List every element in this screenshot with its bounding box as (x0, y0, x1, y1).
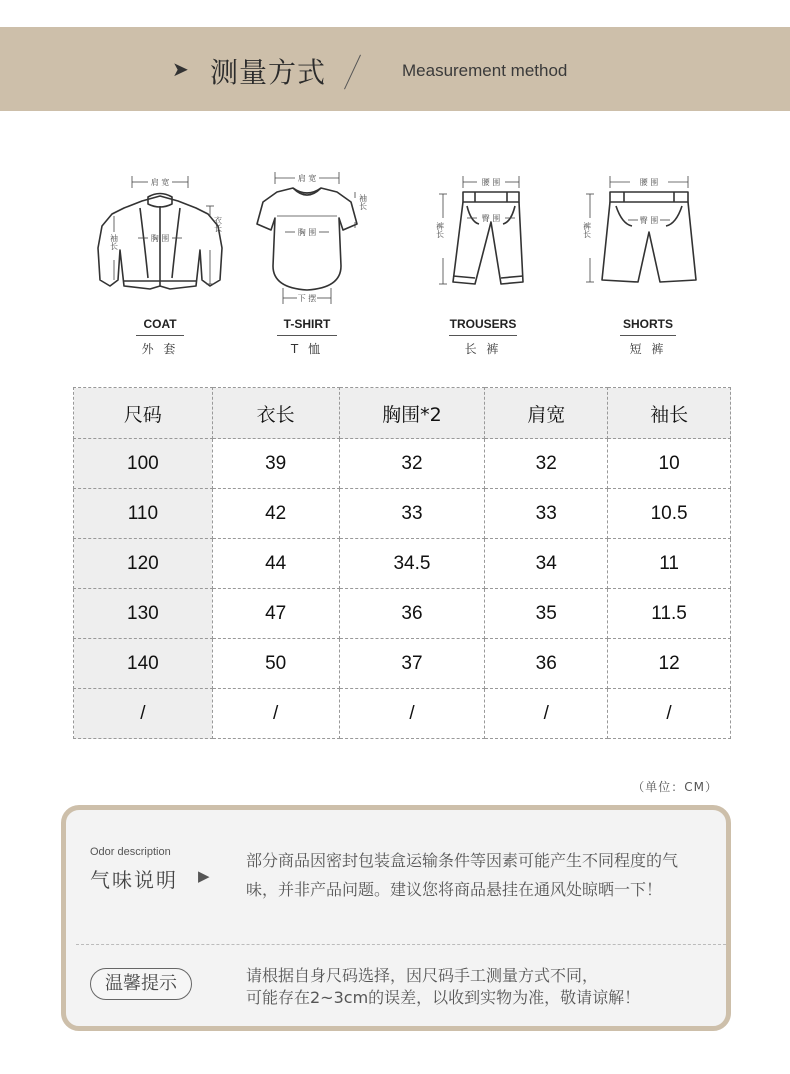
table-cell: 32 (339, 439, 485, 489)
table-row (74, 589, 731, 639)
table-row (74, 689, 731, 739)
shorts-name-en: SHORTS (622, 317, 673, 331)
tip-badge: 温馨提示 (90, 968, 192, 1000)
table-cell: 10.5 (608, 489, 731, 539)
table-cell: 11.5 (608, 589, 731, 639)
info-box (61, 805, 731, 1031)
table-cell: 39 (212, 439, 339, 489)
trousers-name-en: TROUSERS (449, 317, 517, 331)
table-cell: / (212, 689, 339, 739)
header-sleeve: 袖长 (608, 388, 731, 439)
tshirt-sleeve-label: 袖长 (358, 194, 368, 210)
table-cell: 37 (339, 639, 485, 689)
table-cell: 120 (74, 539, 213, 589)
table-cell: 35 (485, 589, 608, 639)
trousers-waist-label: 腰 围 (481, 178, 501, 187)
shorts-name-cn: 短 裤 (629, 342, 667, 356)
table-cell: 32 (485, 439, 608, 489)
table-cell: 11 (608, 539, 731, 589)
tshirt-hem-label: 下 摆 (297, 294, 317, 303)
title-separator (344, 55, 361, 90)
coat-shoulder-label: 肩 宽 (150, 178, 170, 187)
header-chest: 胸围*2 (339, 388, 485, 439)
table-row (74, 439, 731, 489)
tshirt-name-cn: T 恤 (290, 342, 324, 356)
coat-name-underline (136, 335, 184, 336)
trousers-length-label: 裤长 (435, 222, 445, 238)
table-cell: 34.5 (339, 539, 485, 589)
table-row (74, 639, 731, 689)
table-cell: 10 (608, 439, 731, 489)
table-cell: 34 (485, 539, 608, 589)
coat-icon (90, 168, 230, 308)
unit-note: （单位：CM） (632, 780, 718, 794)
tshirt-shoulder-label: 肩 宽 (297, 174, 317, 183)
garment-tshirt (237, 168, 377, 358)
table-cell: 36 (485, 639, 608, 689)
table-cell: / (339, 689, 485, 739)
trousers-hip-label: 臀 围 (481, 214, 501, 223)
trousers-icon (413, 168, 553, 308)
coat-name-en: COAT (143, 317, 177, 331)
table-cell: / (608, 689, 731, 739)
table-header-row (74, 388, 731, 439)
table-cell: / (485, 689, 608, 739)
shorts-length-label: 裤长 (582, 222, 592, 238)
info-divider (76, 944, 726, 945)
table-row (74, 489, 731, 539)
tip-line-1: 请根据自身尺码选择，因尺码手工测量方式不同， (246, 966, 599, 985)
odor-description-text: 部分商品因密封包装盒运输条件等因素可能产生不同程度的气味，并非产品问题。建议您将商品悬挂在通风处晾晒一下！ (246, 851, 679, 899)
table-cell: 33 (485, 489, 608, 539)
table-cell: / (74, 689, 213, 739)
table-cell: 33 (339, 489, 485, 539)
shorts-icon (578, 168, 718, 308)
table-cell: 42 (212, 489, 339, 539)
size-table (73, 387, 731, 739)
table-cell: 44 (212, 539, 339, 589)
trousers-name-cn: 长 裤 (464, 342, 502, 356)
table-cell: 130 (74, 589, 213, 639)
table-cell: 47 (212, 589, 339, 639)
tshirt-icon (237, 168, 377, 308)
arrow-right-icon: ➤ (172, 57, 189, 81)
header-band (0, 27, 790, 111)
odor-title-en: Odor description (90, 846, 171, 858)
table-cell: 12 (608, 639, 731, 689)
section-title-en: Measurement method (402, 61, 568, 80)
trousers-name-underline (449, 335, 517, 336)
garment-coat (90, 168, 230, 358)
shorts-waist-label: 腰 围 (639, 178, 659, 187)
table-cell: 36 (339, 589, 485, 639)
coat-name-cn: 外 套 (141, 342, 179, 356)
coat-length-label: 衣长 (213, 216, 223, 232)
shorts-hip-label: 臀 围 (639, 216, 659, 225)
garment-shorts (578, 168, 718, 358)
table-cell: 50 (212, 639, 339, 689)
shorts-name-underline (620, 335, 676, 336)
coat-chest-label: 胸 围 (150, 234, 170, 243)
header-shoulder: 肩宽 (485, 388, 608, 439)
header-length: 衣长 (212, 388, 339, 439)
odor-title-cn: 气味说明 (90, 868, 178, 892)
table-cell: 100 (74, 439, 213, 489)
section-title-cn: 测量方式 (210, 56, 327, 89)
tshirt-name-en: T-SHIRT (283, 317, 331, 331)
tip-line-2: 可能存在2~3cm的误差，以收到实物为准，敬请谅解！ (246, 988, 641, 1007)
table-row (74, 539, 731, 589)
table-cell: 110 (74, 489, 213, 539)
play-arrow-icon: ▶ (198, 867, 210, 885)
coat-sleeve-label: 袖长 (109, 234, 119, 250)
tshirt-name-underline (277, 335, 337, 336)
tshirt-chest-label: 胸 围 (297, 228, 317, 237)
table-cell: 140 (74, 639, 213, 689)
header-size: 尺码 (74, 388, 213, 439)
garment-trousers (413, 168, 553, 358)
tip-text (246, 965, 716, 1009)
